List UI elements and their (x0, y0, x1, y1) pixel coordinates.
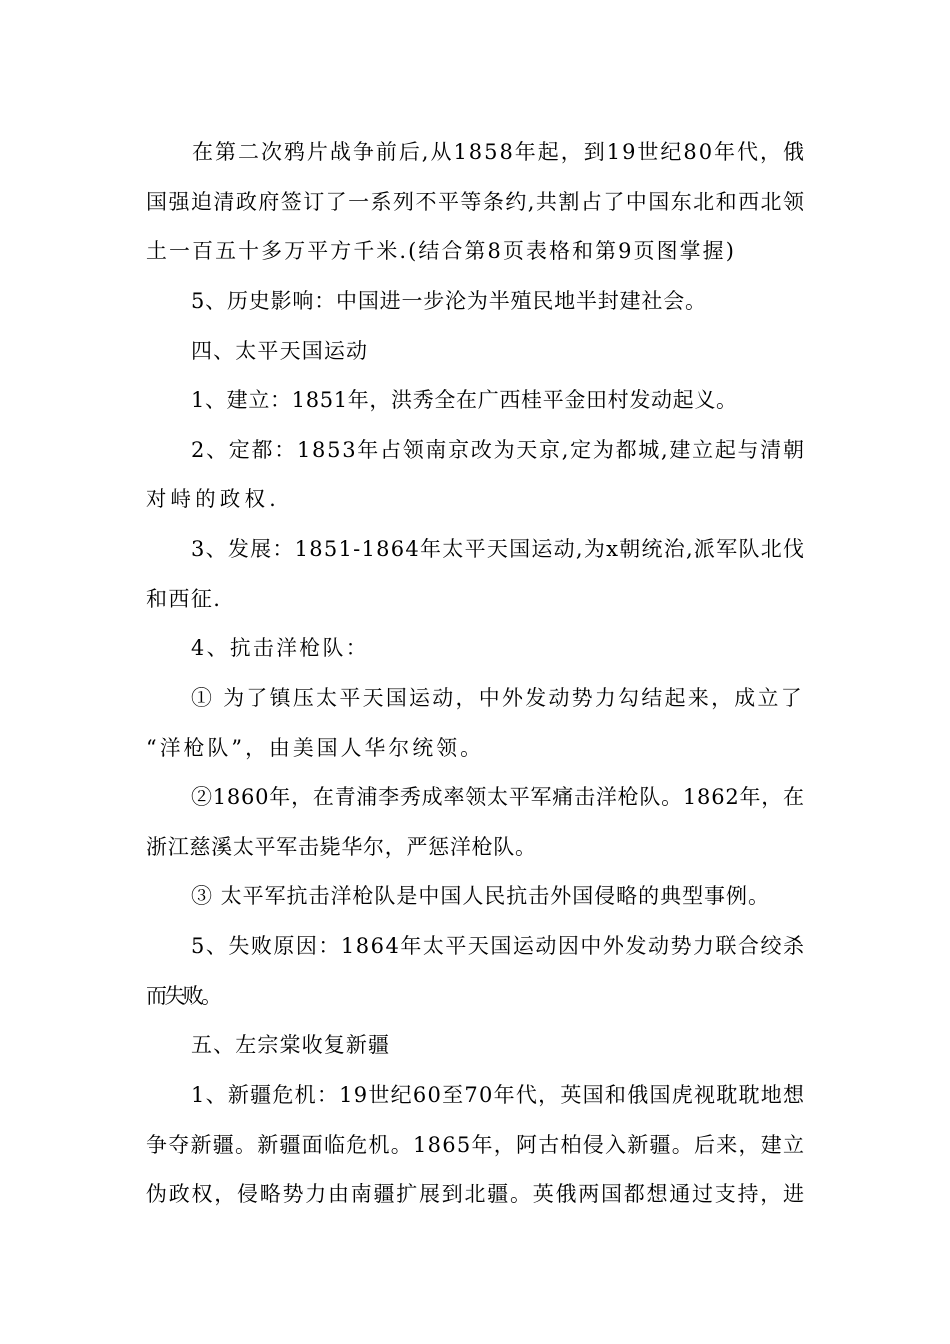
text-line: ① 为了镇压太平天国运动，中外发动势力勾结起来，成立了 (191, 686, 804, 710)
text-line: “洋枪队”，由美国人华尔统领。 (146, 736, 484, 760)
text-line: 伪政权，侵略势力由南疆扩展到北疆。英俄两国都想通过支持，进 (146, 1182, 806, 1206)
text-line: 1、新疆危机：19世纪60至70年代，英国和俄国虎视耽耽地想 (191, 1083, 806, 1107)
section-heading: 四、太平天国运动 (191, 339, 369, 363)
text-line: 4、抗击洋枪队： (191, 636, 369, 660)
text-line: 5、历史影响：中国进一步沦为半殖民地半封建社会。 (191, 289, 707, 313)
text-line: 浙江慈溪太平军击毙华尔，严惩洋枪队。 (146, 835, 537, 859)
text-line: 在第二次鸦片战争前后,从1858年起，到19世纪80年代，俄 (192, 140, 806, 164)
text-line: ③ 太平军抗击洋枪队是中国人民抗击外国侵略的典型事例。 (191, 884, 770, 908)
text-line: 3、发展：1851-1864年太平天国运动,为x朝统治,派军队北伐 (191, 537, 806, 561)
text-line: 土一百五十多万平方千米.(结合第8页表格和第9页图掌握) (146, 239, 736, 263)
text-line: 1、建立：1851年，洪秀全在广西桂平金田村发动起义。 (191, 388, 738, 412)
text-line: 5、失败原因：1864年太平天国运动因中外发动势力联合绞杀 (191, 934, 806, 958)
section-heading: 五、左宗棠收复新疆 (191, 1033, 391, 1057)
text-line: 对峙的政权. (146, 487, 280, 511)
text-line: 2、定都：1853年占领南京改为天京,定为都城,建立起与清朝 (191, 438, 806, 462)
text-line: 国强迫清政府签订了一系列不平等条约,共割占了中国东北和西北领 (146, 190, 806, 214)
text-line: 而失败。 (146, 984, 220, 1008)
text-line: 争夺新疆。新疆面临危机。1865年，阿古柏侵入新疆。后来，建立 (146, 1133, 806, 1157)
text-line: ②1860年，在青浦李秀成率领太平军痛击洋枪队。1862年，在 (191, 785, 805, 809)
text-line: 和西征. (146, 587, 222, 611)
